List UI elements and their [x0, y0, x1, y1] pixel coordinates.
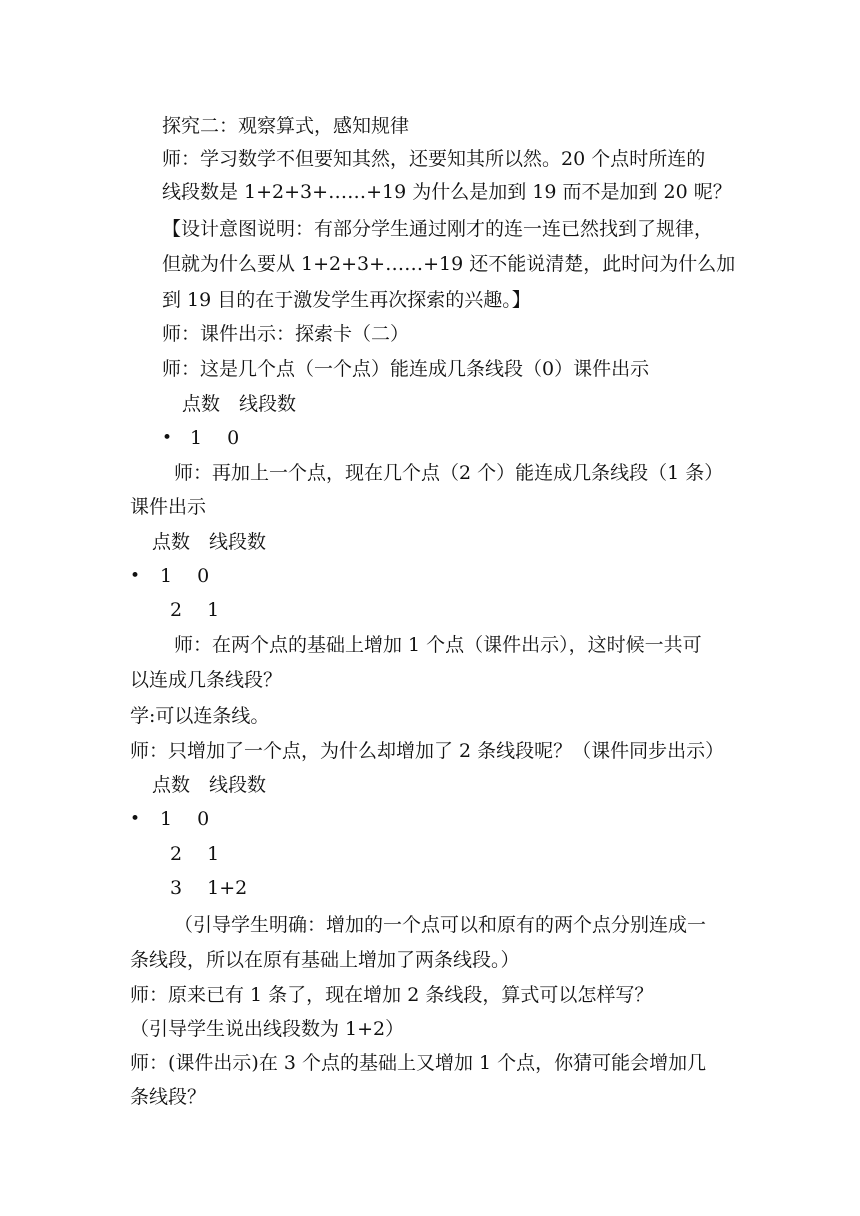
- paragraph-line: 师：课件出示：探索卡（二）: [162, 323, 410, 345]
- paragraph-line: （引导学生说出线段数为 1+2）: [130, 1018, 405, 1040]
- table-row: 2 1: [170, 599, 220, 621]
- paragraph-line: 【设计意图说明：有部分学生通过刚才的连一连已然找到了规律，: [162, 218, 714, 240]
- section-heading: 探究二：观察算式，感知规律: [162, 115, 410, 137]
- paragraph-line: （引导学生明确：增加的一个点可以和原有的两个点分别连成一: [174, 914, 707, 936]
- paragraph-line: 师：(课件出示)在 3 个点的基础上又增加 1 个点，你猜可能会增加几: [130, 1052, 707, 1074]
- paragraph-line: 师：这是几个点（一个点）能连成几条线段（0）课件出示: [162, 358, 650, 380]
- paragraph-line: 条线段？: [130, 1086, 207, 1108]
- paragraph-line: 师：原来已有 1 条了，现在增加 2 条线段，算式可以怎样写？: [130, 984, 654, 1006]
- bullet-icon: •: [162, 428, 173, 448]
- paragraph-line: 学:可以连条线。: [130, 705, 270, 727]
- bullet-icon: •: [130, 566, 141, 586]
- bullet-icon: •: [130, 809, 141, 829]
- paragraph-line: 以连成几条线段？: [130, 669, 283, 691]
- table-row: 1 0: [190, 427, 240, 449]
- paragraph-line: 课件出示: [130, 496, 207, 518]
- paragraph-line: 师：在两个点的基础上增加 1 个点（课件出示），这时候一共可: [174, 634, 702, 656]
- paragraph-line: 师：只增加了一个点，为什么却增加了 2 条线段呢？（课件同步出示）: [130, 740, 725, 762]
- paragraph-line: 师：再加上一个点，现在几个点（2 个）能连成几条线段（1 条）: [174, 462, 724, 484]
- table-row: 3 1+2: [170, 877, 248, 899]
- paragraph-line: 条线段，所以在原有基础上增加了两条线段。）: [130, 949, 520, 971]
- table-header: 点数 线段数: [152, 774, 267, 796]
- paragraph-line: 到 19 目的在于激发学生再次探索的兴趣。】: [162, 289, 531, 311]
- paragraph-line: 线段数是 1+2+3+……+19 为什么是加到 19 而不是加到 20 呢？: [162, 181, 732, 203]
- table-header: 点数 线段数: [152, 531, 267, 553]
- paragraph-line: 师：学习数学不但要知其然，还要知其所以然。20 个点时所连的: [162, 148, 706, 170]
- table-header: 点数 线段数: [182, 393, 297, 415]
- paragraph-line: 但就为什么要从 1+2+3+……+19 还不能说清楚，此时问为什么加: [162, 253, 736, 275]
- table-row: 2 1: [170, 843, 220, 865]
- table-row: 1 0: [160, 565, 210, 587]
- table-row: 1 0: [160, 808, 210, 830]
